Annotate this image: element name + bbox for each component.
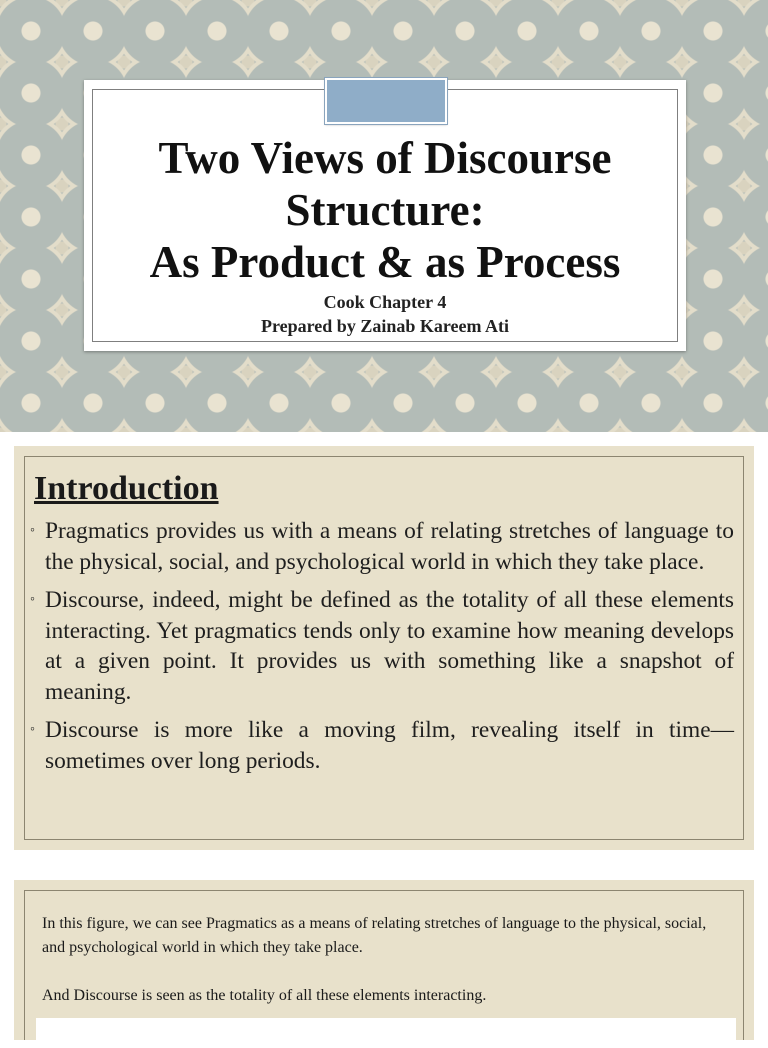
subtitle-author: Prepared by Zainab Kareem Ati [260, 316, 509, 336]
bullet-item [30, 585, 734, 707]
bullet-text: Discourse is more like a moving film, revealing itself in time—sometimes over long periods. [45, 717, 734, 774]
figure-caption-2: And Discourse is seen as the totality of all these elements interacting. [42, 987, 487, 1004]
introduction-slide [14, 446, 754, 850]
title-card [84, 80, 686, 351]
introduction-heading: Introduction [34, 470, 219, 507]
bullet-item [30, 715, 734, 776]
slide-subtitle [84, 290, 686, 338]
figure-caption-1: In this figure, we can see Pragmatics as a means of relating stretches of language to the physical, social, and psychological world in which they take place. [42, 915, 707, 956]
title-slide [0, 0, 768, 432]
title-line-1: Two Views of Discourse [158, 133, 612, 183]
figure-image-area [36, 1018, 736, 1048]
title-tab-decoration [325, 78, 447, 124]
bullet-text: Pragmatics provides us with a means of relating stretches of language to the physical, social, and psychological world in which they take place. [45, 518, 734, 575]
figure-slide [14, 880, 754, 1040]
bullet-icon: ◦ [30, 592, 35, 607]
subtitle-chapter: Cook Chapter 4 [323, 292, 447, 312]
bullet-icon: ◦ [30, 523, 35, 538]
title-line-3: As Product & as Process [149, 237, 621, 287]
bullet-text: Discourse, indeed, might be defined as the totality of all these elements interacting. Yet pragmatics tends only to examine how meaning develops at a given point. It provides us with something like a snapshot of meaning. [45, 587, 734, 705]
bullet-icon: ◦ [30, 722, 35, 737]
slide-title [84, 132, 686, 288]
title-line-2: Structure: [285, 185, 485, 235]
bullet-item [30, 516, 734, 577]
introduction-bullet-list [30, 516, 734, 784]
